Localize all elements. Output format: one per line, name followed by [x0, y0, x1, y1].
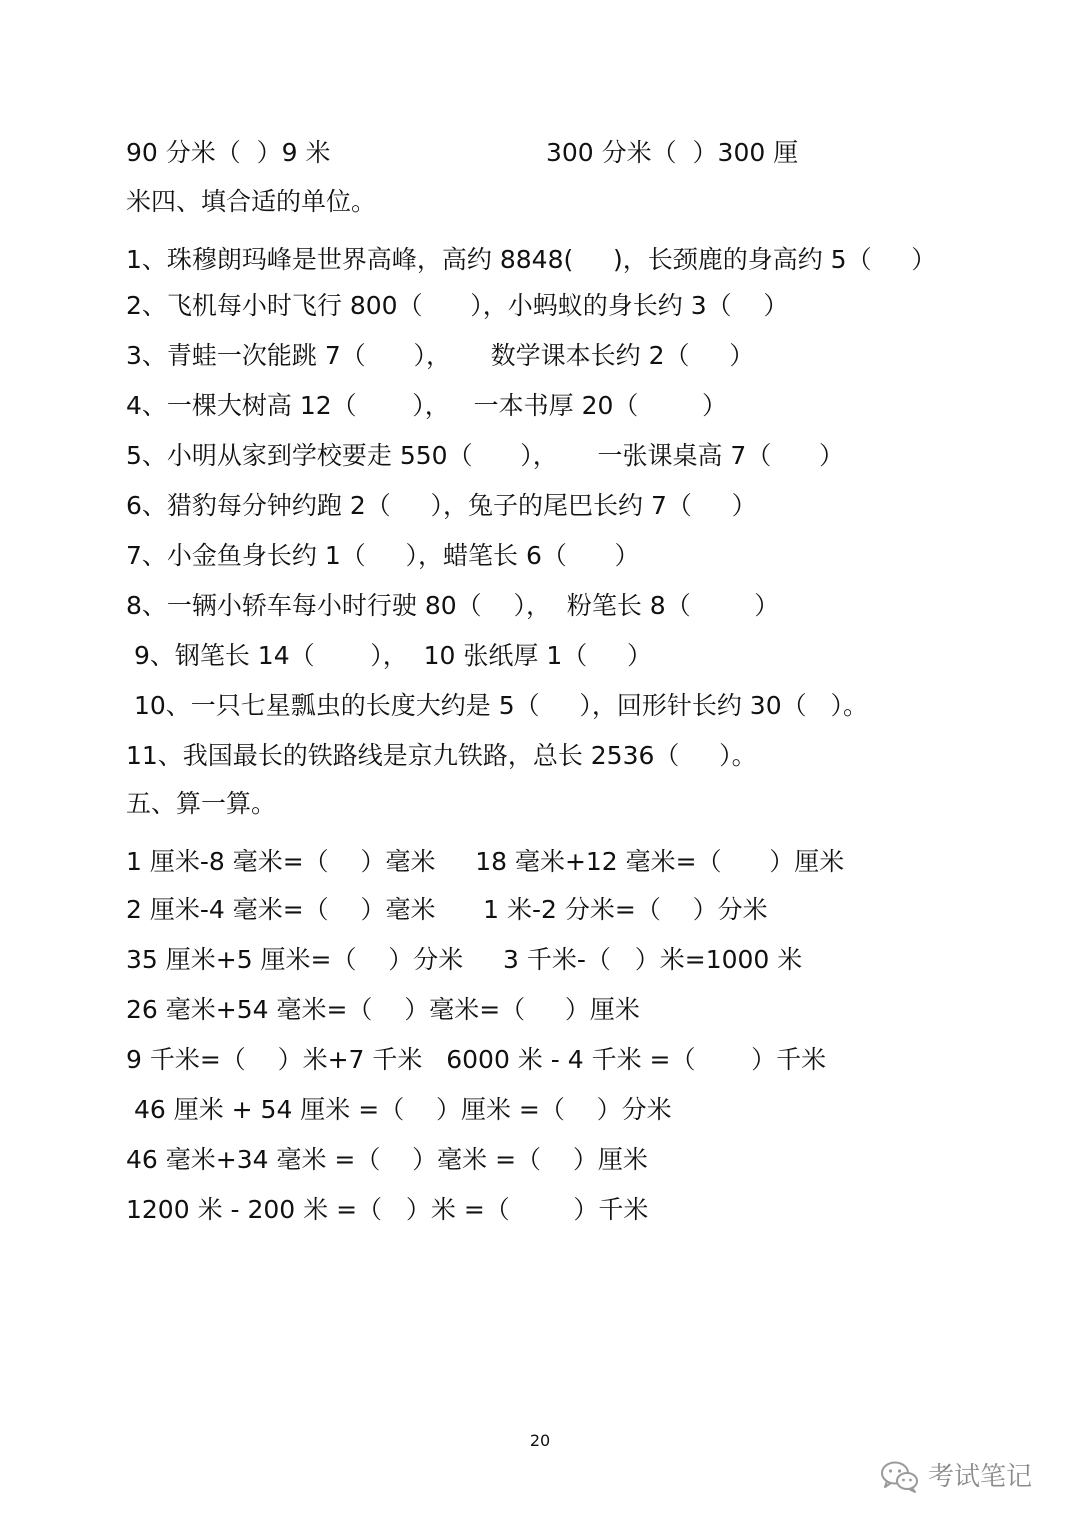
calc-item-1: 1 厘米-8 毫米=（ ）毫米 18 毫米+12 毫米=（ ）厘米: [126, 847, 845, 876]
calc-item-8: 1200 米 - 200 米 =（ ）米 =（ ）千米: [126, 1195, 649, 1224]
calc-item-2: 2 厘米-4 毫米=（ ）毫米 1 米-2 分米=（ ）分米: [126, 895, 768, 924]
fill-unit-item-7: 7、小金鱼身长约 1（ ），蜡笔长 6（ ）: [126, 541, 640, 570]
calc-item-3: 35 厘米+5 厘米=（ ）分米 3 千米-（ ）米=1000 米: [126, 945, 803, 974]
compare-row-left: 90 分米（ ）9 米: [126, 138, 331, 167]
calc-item-4: 26 毫米+54 毫米=（ ）毫米=（ ）厘米: [126, 995, 640, 1024]
fill-unit-item-2: 2、飞机每小时飞行 800（ ），小蚂蚁的身长约 3（ ）: [126, 291, 789, 320]
watermark: [880, 1455, 1032, 1499]
watermark-text: 考试笔记: [928, 1462, 1033, 1492]
page-number: 20: [529, 1431, 551, 1450]
compare-row-right: 300 分米（ ）300 厘: [546, 138, 799, 167]
calc-item-5: 9 千米=（ ）米+7 千米 6000 米 - 4 千米 =（ ）千米: [126, 1045, 827, 1074]
fill-unit-item-4: 4、一棵大树高 12（ ）， 一本书厚 20（ ）: [126, 391, 727, 420]
section-5-heading: 五、算一算。: [126, 789, 277, 818]
section-4-heading: 米四、填合适的单位。: [126, 187, 377, 216]
calc-item-6: 46 厘米 + 54 厘米 =（ ）厘米 =（ ）分米: [126, 1095, 672, 1124]
fill-unit-item-11: 11、我国最长的铁路线是京九铁路，总长 2536（ ）。: [126, 741, 757, 770]
calc-item-7: 46 毫米+34 毫米 =（ ）毫米 =（ ）厘米: [126, 1145, 648, 1174]
fill-unit-item-9: 9、钢笔长 14（ ）， 10 张纸厚 1（ ）: [126, 641, 652, 670]
fill-unit-item-6: 6、猎豹每分钟约跑 2（ ），兔子的尾巴长约 7（ ）: [126, 491, 757, 520]
fill-unit-item-3: 3、青蛙一次能跳 7（ ）， 数学课本长约 2（ ）: [126, 341, 755, 370]
fill-unit-item-5: 5、小明从家到学校要走 550（ ）， 一张课桌高 7（ ）: [126, 441, 845, 470]
fill-unit-item-10: 10、一只七星瓢虫的长度大约是 5（ ），回形针长约 30（ ）。: [126, 691, 868, 720]
fill-unit-item-8: 8、一辆小轿车每小时行驶 80（ ）， 粉笔长 8（ ）: [126, 591, 780, 620]
wechat-icon: [880, 1460, 920, 1494]
fill-unit-item-1: 1、珠穆朗玛峰是世界高峰，高约 8848( )，长颈鹿的身高约 5（ ）: [126, 245, 937, 274]
